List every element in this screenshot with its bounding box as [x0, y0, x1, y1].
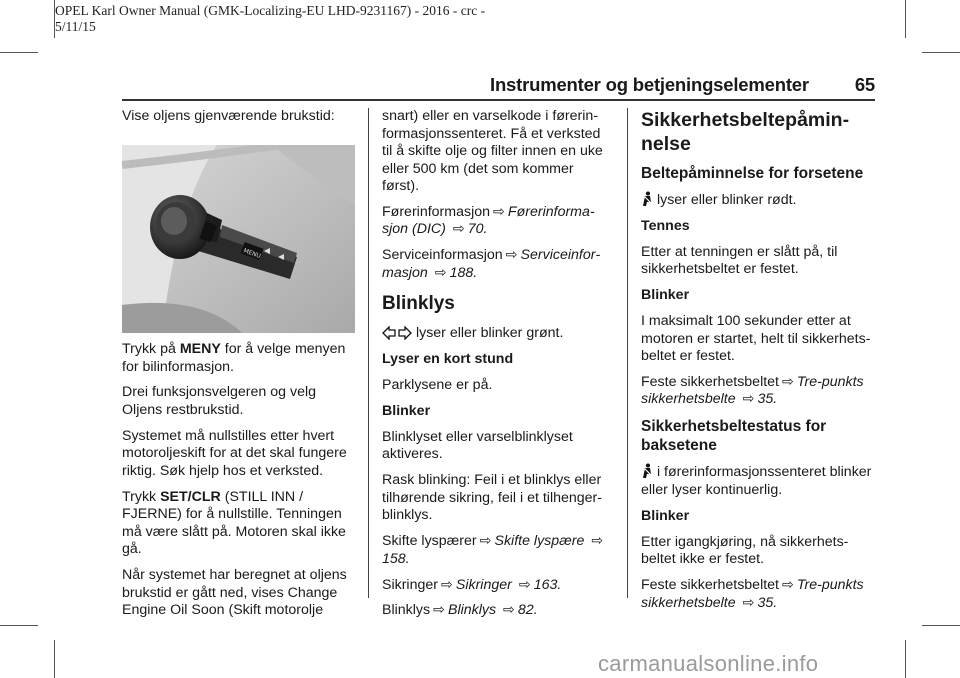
- link-three-point-belt[interactable]: Tre-punkts sikkerhetsbelte ⇨ 35.: [641, 577, 864, 611]
- menu-button-label: MENY: [179, 341, 221, 357]
- subheading: Lyser en kort stund: [382, 351, 514, 368]
- text: lyser eller blinker rødt.: [653, 192, 797, 208]
- link-page: 188: [449, 264, 474, 281]
- column-1: [122, 108, 354, 134]
- crop-mark: [922, 52, 960, 53]
- crop-mark: [905, 640, 906, 678]
- paragraph: I maksimalt 100 sekunder etter at motoren er startet, helt til sikkerhetsbeltet er festet.: [641, 313, 871, 365]
- text: i førerinformasjonssenteret blinker eller lyser kontinuerlig.: [641, 464, 872, 498]
- text: Førerinformasjon: [382, 203, 491, 220]
- crop-mark: [0, 625, 38, 626]
- subheading: Tennes: [641, 217, 690, 234]
- arrow-icon: ⇨: [452, 221, 465, 238]
- arrow-icon: ⇨: [742, 391, 755, 408]
- print-stamp: [55, 3, 485, 35]
- column-2: [382, 108, 614, 628]
- link-page: 35: [757, 594, 774, 611]
- arrow-icon: ⇨: [782, 577, 794, 594]
- text: Feste sikkerhetsbeltet: [641, 577, 779, 594]
- paragraph: snart) eller en varselkode i førerinformasjonssenteret. Få et verksted til å skifte olje og filter innen en uke eller 500 km (det som kommer først).: [382, 108, 603, 194]
- paragraph: [641, 463, 876, 499]
- paragraph: Etter at tenningen er slått på, til sikkerhetsbeltet er festet.: [641, 243, 838, 278]
- crop-mark: [905, 0, 906, 38]
- column-divider: [627, 108, 628, 598]
- link-three-point-belt[interactable]: Tre-punkts sikkerhetsbelte ⇨ 35.: [641, 373, 864, 408]
- stalk-menu-label: MENU: [242, 247, 262, 261]
- text: Sikringer: [382, 576, 438, 593]
- paragraph: Blinklyset eller varselblinklyset aktiveres.: [382, 428, 573, 463]
- cross-reference: [382, 204, 614, 239]
- link-page: 70: [467, 221, 484, 238]
- arrow-icon: ⇨: [505, 247, 518, 264]
- text: Trykk: [122, 488, 161, 505]
- cross-reference: [382, 577, 614, 595]
- link-text: Sikringer: [455, 576, 512, 593]
- link-text: Tre-punkts sikkerhetsbelte: [641, 373, 864, 408]
- header-rule: [122, 99, 875, 101]
- subheading: Blinker: [382, 402, 431, 419]
- arrow-icon: ⇨: [479, 533, 492, 550]
- link-text: Skifte lyspære: [494, 533, 585, 550]
- arrow-icon: ⇨: [782, 373, 794, 390]
- intro-text: Vise oljens gjenværende brukstid:: [122, 108, 335, 124]
- link-text: Førerinformasjon (DIC): [382, 203, 595, 238]
- cross-reference: [641, 577, 876, 612]
- section-title: Instrumenter og betjeningselementer: [490, 74, 809, 95]
- turn-signal-icon: [382, 326, 412, 340]
- link-replace-bulbs[interactable]: Skifte lyspære ⇨158.: [382, 533, 604, 567]
- paragraph: [122, 489, 354, 559]
- subheading: Blinker: [641, 287, 690, 304]
- cross-reference: [641, 374, 876, 409]
- multifunction-stalk-photo: [122, 145, 355, 333]
- crop-mark: [54, 640, 55, 678]
- crop-mark: [922, 625, 960, 626]
- paragraph: Drei funksjonsvelgeren og velg Oljens restbrukstid.: [122, 384, 317, 418]
- arrow-icon: ⇨: [493, 203, 505, 220]
- link-page: 82: [517, 602, 534, 619]
- column-1-body: [122, 341, 354, 628]
- heading-rear-seats: Sikkerhetsbeltestatus for baksetene: [641, 418, 827, 455]
- paragraph: Rask blinking: Feil i et blinklys eller tilhørende sikring, feil i et tilhengerblinklys.: [382, 472, 603, 524]
- crop-mark: [0, 52, 38, 53]
- cross-reference: [382, 602, 614, 620]
- arrow-icon: ⇨: [591, 533, 604, 550]
- link-text: Serviceinformasjon: [382, 247, 601, 281]
- arrow-icon: ⇨: [440, 576, 453, 593]
- arrow-icon: ⇨: [503, 602, 515, 619]
- text: for å velge menyen for bilinformasjon.: [122, 341, 346, 375]
- text: lyser eller blinker grønt.: [412, 325, 564, 342]
- text: Skifte lyspærer: [382, 533, 477, 550]
- link-driver-info[interactable]: Førerinformasjon (DIC) ⇨ 70.: [382, 203, 595, 238]
- cross-reference: [382, 533, 614, 568]
- link-fuses[interactable]: Sikringer ⇨ 163.: [455, 576, 562, 593]
- running-header: [490, 74, 875, 96]
- print-stamp-line2: 5/11/15: [55, 19, 96, 34]
- arrow-icon: ⇨: [518, 576, 531, 593]
- stalk-illustration: [122, 145, 355, 333]
- link-text: Blinklys: [447, 602, 497, 619]
- print-stamp-line1: OPEL Karl Owner Manual (GMK-Localizing-EU LHD-9231167) - 2016 - crc -: [55, 3, 486, 18]
- arrow-icon: ⇨: [433, 602, 445, 619]
- paragraph: Etter igangkjøring, nå sikkerhetsbeltet ikke er festet.: [641, 533, 849, 568]
- heading-blinklys: Blinklys: [382, 293, 455, 315]
- paragraph: Når systemet har beregnet at oljens brukstid er gått ned, vises Change Engine Oil Soon (Skift motorolje: [122, 567, 347, 619]
- paragraph: [382, 325, 614, 343]
- link-page: 163: [533, 576, 558, 593]
- text: Trykk på: [122, 341, 180, 357]
- seatbelt-icon: [641, 191, 653, 207]
- text: Feste sikkerhetsbeltet: [641, 373, 779, 390]
- heading-front-seats: Beltepåminnelse for forsetene: [641, 165, 864, 182]
- heading-seatbelt-reminder: Sikkerhetsbeltepåminnelse: [641, 109, 850, 155]
- paragraph: Systemet må nullstilles etter hvert motoroljeskift for at det skal fungere riktig. Søk hjelp hos et verksted.: [122, 427, 347, 479]
- paragraph: [641, 191, 876, 210]
- arrow-icon: ⇨: [742, 594, 755, 611]
- watermark: carmanualsonline.info: [598, 651, 819, 676]
- text: Serviceinformasjon: [382, 247, 503, 264]
- column-3: [641, 108, 876, 620]
- link-service-info[interactable]: Serviceinformasjon ⇨ 188.: [382, 247, 601, 281]
- column-divider: [368, 108, 369, 598]
- paragraph: [122, 341, 354, 376]
- link-text: Tre-punkts sikkerhetsbelte: [641, 577, 864, 611]
- arrow-icon: ⇨: [434, 264, 447, 281]
- page-number: 65: [854, 74, 875, 95]
- text: Blinklys: [382, 602, 431, 619]
- text: (STILL INN / FJERNE) for å nullstille. Tenningen må være slått på. Motoren skal ikke gå.: [122, 488, 346, 558]
- link-page: 35: [757, 391, 774, 408]
- subheading: Blinker: [641, 507, 690, 524]
- link-turn-signals[interactable]: Blinklys ⇨ 82.: [447, 602, 538, 619]
- seatbelt-icon: [641, 463, 653, 479]
- paragraph: Parklysene er på.: [382, 377, 493, 394]
- set-clr-button-label: SET/CLR: [160, 488, 221, 505]
- link-page: 158: [382, 550, 406, 567]
- cross-reference: [382, 247, 614, 282]
